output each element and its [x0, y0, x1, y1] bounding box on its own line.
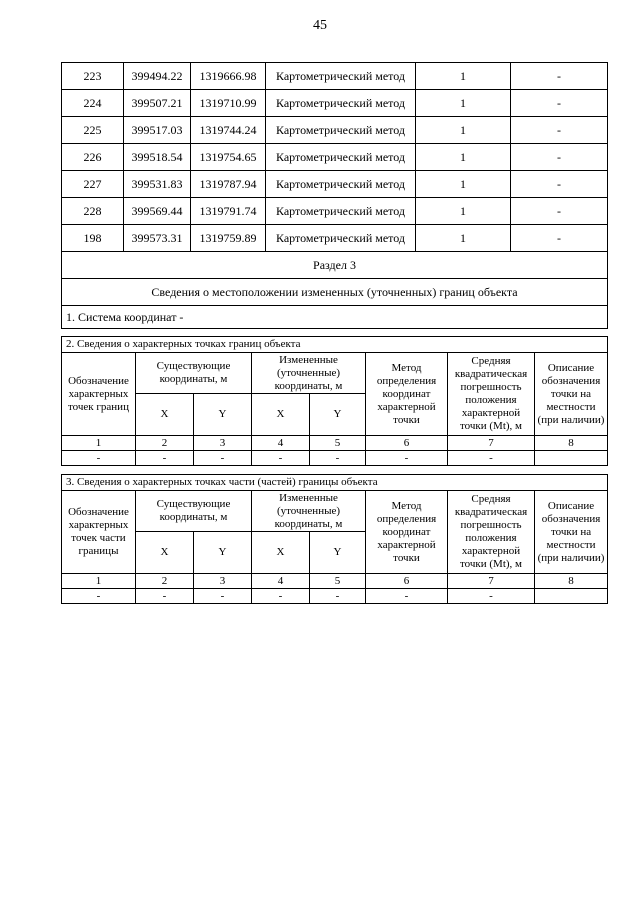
column-number: 6 [366, 574, 448, 589]
point-id: 225 [62, 117, 124, 144]
column-number: 4 [252, 574, 310, 589]
col-designation: Обозначение характерных точек границ [62, 353, 136, 436]
table3-title: 3. Сведения о характерных точках части (частей) границы объекта [62, 475, 608, 491]
column-number: 5 [310, 436, 366, 451]
table-row [62, 144, 608, 171]
point-description: - [511, 144, 608, 171]
column-number: 4 [252, 436, 310, 451]
point-accuracy: 1 [416, 171, 511, 198]
page-number: 45 [313, 18, 327, 33]
point-id: 198 [62, 225, 124, 252]
empty-cell: - [62, 451, 136, 466]
table2-title: 2. Сведения о характерных точках границ объекта [62, 337, 608, 353]
column-number: 7 [448, 436, 535, 451]
col-changed-x: X [252, 394, 310, 436]
empty-cell [535, 451, 608, 466]
col-method: Метод определения координат характерной точки [366, 491, 448, 574]
table-row [62, 225, 608, 252]
column-number: 5 [310, 574, 366, 589]
point-id: 226 [62, 144, 124, 171]
point-method: Картометрический метод [266, 90, 416, 117]
column-number: 8 [535, 436, 608, 451]
point-description: - [511, 198, 608, 225]
table-row [62, 63, 608, 90]
point-method: Картометрический метод [266, 63, 416, 90]
table-row [62, 117, 608, 144]
col-designation: Обозначение характерных точек части границы [62, 491, 136, 574]
point-id: 223 [62, 63, 124, 90]
col-method: Метод определения координат характерной точки [366, 353, 448, 436]
empty-cell: - [366, 451, 448, 466]
point-x: 399517.03 [124, 117, 191, 144]
col-changed: Измененные (уточненные) координаты, м [252, 353, 366, 394]
point-id: 227 [62, 171, 124, 198]
part-boundary-points-table [61, 474, 608, 604]
empty-cell: - [194, 589, 252, 604]
point-x: 399573.31 [124, 225, 191, 252]
empty-cell: - [310, 589, 366, 604]
section-subtitle: Сведения о местоположении измененных (уточненных) границ объекта [62, 279, 608, 306]
col-existing: Существующие координаты, м [136, 491, 252, 532]
point-accuracy: 1 [416, 198, 511, 225]
empty-row [62, 451, 608, 466]
point-x: 399494.22 [124, 63, 191, 90]
col-changed-y: Y [310, 532, 366, 574]
point-y: 1319787.94 [191, 171, 266, 198]
point-accuracy: 1 [416, 225, 511, 252]
empty-cell: - [448, 589, 535, 604]
empty-cell: - [136, 451, 194, 466]
section-title: Раздел 3 [62, 252, 608, 279]
empty-cell: - [194, 451, 252, 466]
table-row [62, 171, 608, 198]
point-y: 1319754.65 [191, 144, 266, 171]
empty-cell [535, 589, 608, 604]
column-number: 3 [194, 436, 252, 451]
point-method: Картометрический метод [266, 117, 416, 144]
col-accuracy: Средняя квадратическая погрешность положения характерной точки (Mt), м [448, 491, 535, 574]
empty-cell: - [448, 451, 535, 466]
empty-cell: - [62, 589, 136, 604]
point-description: - [511, 90, 608, 117]
column-number: 1 [62, 436, 136, 451]
point-method: Картометрический метод [266, 225, 416, 252]
point-x: 399569.44 [124, 198, 191, 225]
point-description: - [511, 117, 608, 144]
point-method: Картометрический метод [266, 144, 416, 171]
column-number: 8 [535, 574, 608, 589]
col-changed-x: X [252, 532, 310, 574]
section-title-row [62, 252, 608, 279]
boundary-points-table [61, 336, 608, 466]
column-number: 7 [448, 574, 535, 589]
point-x: 399531.83 [124, 171, 191, 198]
empty-cell: - [252, 589, 310, 604]
column-number: 2 [136, 436, 194, 451]
empty-cell: - [310, 451, 366, 466]
points-table [61, 62, 608, 329]
point-description: - [511, 63, 608, 90]
point-description: - [511, 171, 608, 198]
point-method: Картометрический метод [266, 171, 416, 198]
coord-system: 1. Система координат - [62, 306, 608, 329]
col-existing: Существующие координаты, м [136, 353, 252, 394]
column-numbers-row [62, 574, 608, 589]
empty-cell: - [252, 451, 310, 466]
col-existing-x: X [136, 394, 194, 436]
point-y: 1319666.98 [191, 63, 266, 90]
empty-cell: - [136, 589, 194, 604]
col-existing-x: X [136, 532, 194, 574]
point-y: 1319791.74 [191, 198, 266, 225]
point-accuracy: 1 [416, 144, 511, 171]
point-x: 399507.21 [124, 90, 191, 117]
column-number: 6 [366, 436, 448, 451]
col-description: Описание обозначения точки на местности (при наличии) [535, 353, 608, 436]
table-row [62, 90, 608, 117]
section-subtitle-row [62, 279, 608, 306]
col-description: Описание обозначения точки на местности (при наличии) [535, 491, 608, 574]
col-existing-y: Y [194, 532, 252, 574]
column-number: 2 [136, 574, 194, 589]
column-number: 1 [62, 574, 136, 589]
point-y: 1319744.24 [191, 117, 266, 144]
empty-row [62, 589, 608, 604]
col-accuracy: Средняя квадратическая погрешность положения характерной точки (Mt), м [448, 353, 535, 436]
point-accuracy: 1 [416, 117, 511, 144]
table-row [62, 198, 608, 225]
point-accuracy: 1 [416, 63, 511, 90]
col-changed-y: Y [310, 394, 366, 436]
col-changed: Измененные (уточненные) координаты, м [252, 491, 366, 532]
col-existing-y: Y [194, 394, 252, 436]
point-method: Картометрический метод [266, 198, 416, 225]
empty-cell: - [366, 589, 448, 604]
point-description: - [511, 225, 608, 252]
point-y: 1319710.99 [191, 90, 266, 117]
point-accuracy: 1 [416, 90, 511, 117]
point-x: 399518.54 [124, 144, 191, 171]
point-id: 224 [62, 90, 124, 117]
coord-system-row [62, 306, 608, 329]
point-id: 228 [62, 198, 124, 225]
column-number: 3 [194, 574, 252, 589]
column-numbers-row [62, 436, 608, 451]
point-y: 1319759.89 [191, 225, 266, 252]
